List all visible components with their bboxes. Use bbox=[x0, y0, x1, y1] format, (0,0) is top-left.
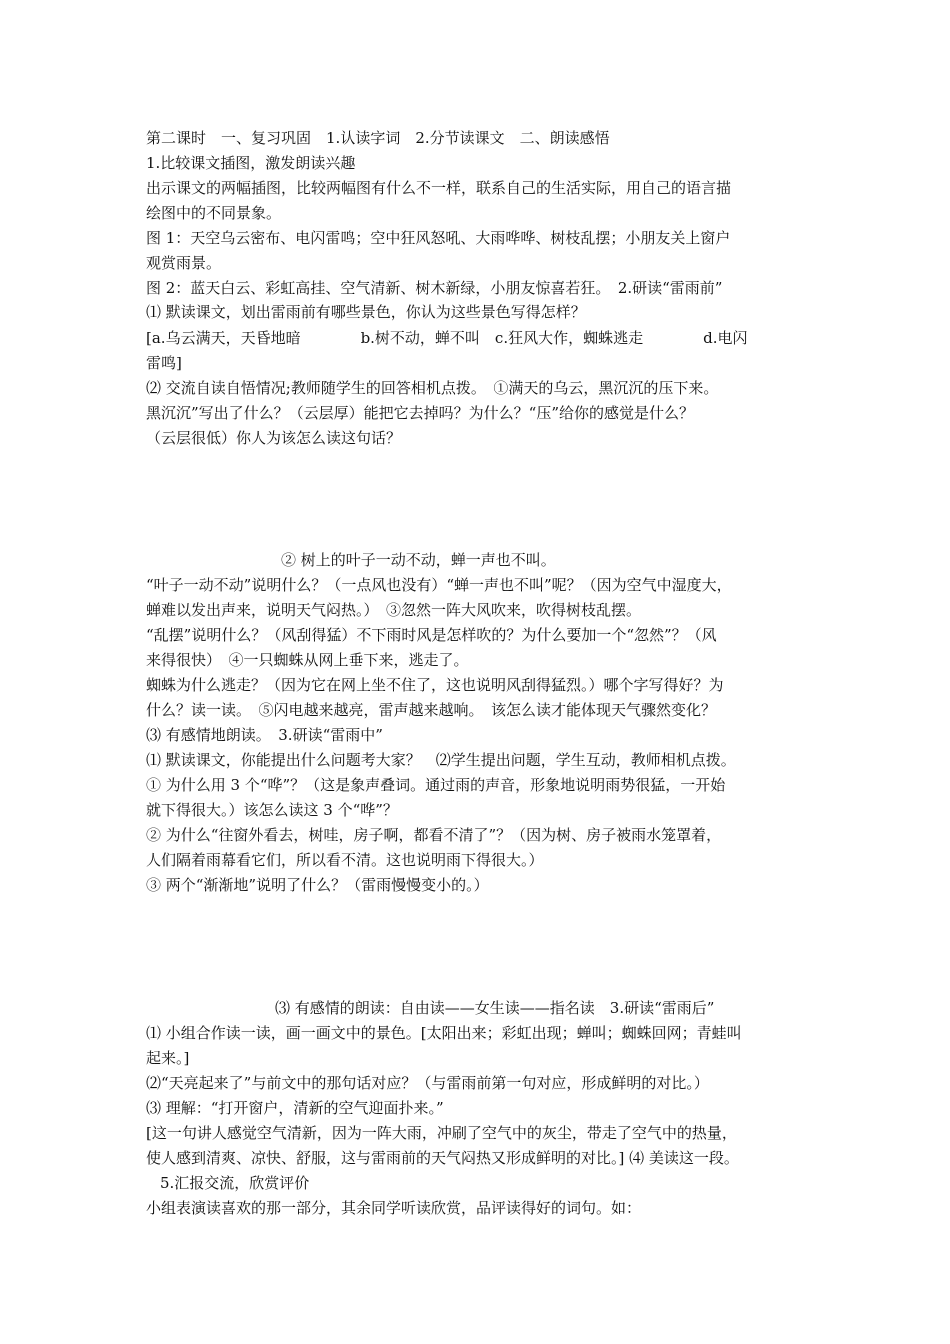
text-line: [这一句讲人感觉空气清新，因为一阵大雨，冲刷了空气中的灰尘，带走了空气中的热量， bbox=[146, 1124, 737, 1142]
text-line: 1.比较课文插图，激发朗读兴趣 bbox=[146, 154, 356, 172]
text-line: ② 树上的叶子一动不动，蝉一声也不叫。 bbox=[281, 551, 556, 569]
text-line: 观赏雨景。 bbox=[146, 254, 222, 272]
text-line: 来得很快） ④一只蜘蛛从网上垂下来，逃走了。 bbox=[146, 651, 469, 669]
text-line: 蝉难以发出声来，说明天气闷热。） ③忽然一阵大风吹来，吹得树枝乱摆。 bbox=[146, 601, 642, 619]
text-line: 人们隔着雨幕看它们，所以看不清。这也说明雨下得很大。） bbox=[146, 851, 544, 869]
text-line: “乱摆”说明什么？（风刮得猛）不下雨时风是怎样吹的？为什么要加一个“忽然”？（风 bbox=[146, 626, 717, 644]
text-line: 黑沉沉”写出了什么？（云层厚）能把它去掉吗？为什么？“压”给你的感觉是什么？ bbox=[146, 404, 695, 422]
text-line: ⑶ 理解：“打开窗户，清新的空气迎面扑来。” bbox=[146, 1099, 444, 1117]
text-line: 起来。] bbox=[146, 1049, 190, 1067]
text-line: 第二课时 一、复习巩固 1.认读字词 2.分节读课文 二、朗读感悟 bbox=[146, 129, 610, 147]
text-line: ⑶ 有感情地朗读。 3.研读“雷雨中” bbox=[146, 726, 383, 744]
text-line: ⑴ 默读课文，你能提出什么问题考大家？ ⑵学生提出问题，学生互动，教师相机点拨。 bbox=[146, 751, 736, 769]
text-line: ⑴ 默读课文，划出雷雨前有哪些景色，你认为这些景色写得怎样？ bbox=[146, 303, 586, 321]
text-line: ② 为什么“往窗外看去，树哇，房子啊，都看不清了”？（因为树、房子被雨水笼罩着， bbox=[146, 826, 722, 844]
text-line: 图 1：天空乌云密布、电闪雷鸣；空中狂风怒吼、大雨哗哗、树枝乱摆；小朋友关上窗户 bbox=[146, 229, 731, 247]
text-line: ③ 两个“渐渐地”说明了什么？（雷雨慢慢变小的。） bbox=[146, 876, 489, 894]
text-line: ⑴ 小组合作读一读，画一画文中的景色。[太阳出来；彩虹出现；蝉叫；蜘蛛回网；青蛙叫 bbox=[146, 1024, 742, 1042]
text-line: ⑵“天亮起来了”与前文中的那句话对应？（与雷雨前第一句对应，形成鲜明的对比。） bbox=[146, 1074, 709, 1092]
text-line: ⑶ 有感情的朗读：自由读——女生读——指名读 3.研读“雷雨后” bbox=[275, 999, 715, 1017]
text-line: （云层很低）你人为该怎么读这句话？ bbox=[146, 429, 402, 447]
text-line: 出示课文的两幅插图，比较两幅图有什么不一样，联系自己的生活实际，用自己的语言描 bbox=[146, 179, 732, 197]
text-line: 绘图中的不同景象。 bbox=[146, 204, 282, 222]
text-line: 小组表演读喜欢的那一部分，其余同学听读欣赏，品评读得好的词句。如： bbox=[146, 1199, 642, 1217]
text-line: ① 为什么用 3 个“哗”？（这是象声叠词。通过雨的声音，形象地说明雨势很猛，一开始 bbox=[146, 776, 726, 794]
text-line: 5.汇报交流，欣赏评价 bbox=[160, 1174, 310, 1192]
text-line: 就下得很大。）该怎么读这 3 个“哗”？ bbox=[146, 801, 398, 819]
text-line: ⑵ 交流自读自悟情况;教师随学生的回答相机点拨。 ①满天的乌云，黑沉沉的压下来。 bbox=[146, 379, 719, 397]
text-line: [a.乌云满天，天昏地暗 b.树不动，蝉不叫 c.狂风大作，蜘蛛逃走 d.电闪 bbox=[146, 329, 748, 347]
text-line: 图 2：蓝天白云、彩虹高挂、空气清新、树木新绿，小朋友惊喜若狂。 2.研读“雷雨前” bbox=[146, 279, 723, 297]
text-line: 雷鸣] bbox=[146, 354, 182, 372]
text-line: “叶子一动不动”说明什么？（一点风也没有）“蝉一声也不叫”呢？（因为空气中湿度大， bbox=[146, 576, 732, 594]
text-line: 使人感到清爽、凉快、舒服，这与雷雨前的天气闷热又形成鲜明的对比。] ⑷ 美读这一段。 bbox=[146, 1149, 739, 1167]
text-line: 蜘蛛为什么逃走？（因为它在网上坐不住了，这也说明风刮得猛烈。）哪个字写得好？为 bbox=[146, 676, 724, 694]
text-line: 什么？读一读。 ⑤闪电越来越亮，雷声越来越响。 该怎么读才能体现天气骤然变化？ bbox=[146, 701, 717, 719]
